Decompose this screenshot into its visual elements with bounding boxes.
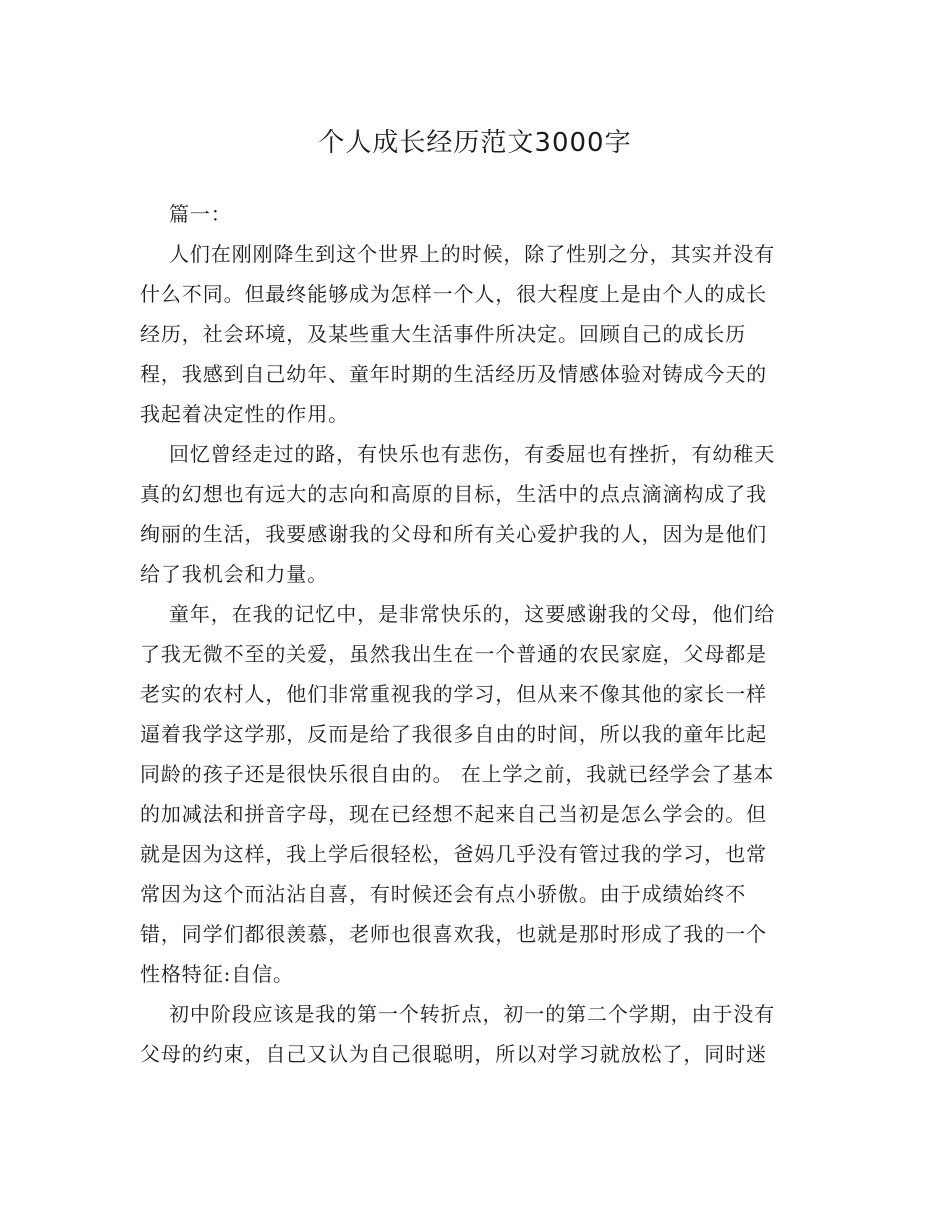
- text-line: 绚丽的生活，我要感谢我的父母和所有关心爱护我的人，因为是他们: [140, 522, 767, 546]
- text-line: 什么不同。但最终能够成为怎样一个人，很大程度上是由个人的成长: [140, 282, 767, 306]
- text-line: 经历，社会环境，及某些重大生活事件所决定。回顾自己的成长历: [140, 322, 747, 346]
- text-line: 篇一：: [169, 202, 232, 226]
- text-line: 性格特征:自信。: [140, 962, 294, 986]
- text-line: 程，我感到自己幼年、童年时期的生活经历及情感体验对铸成今天的: [140, 362, 767, 386]
- text-line: 老实的农村人，他们非常重视我的学习，但从来不像其他的家长一样: [140, 682, 767, 706]
- text-line: 常因为这个而沾沾自喜，有时候还会有点小骄傲。由于成绩始终不: [140, 882, 747, 906]
- text-line: 了我无微不至的关爱，虽然我出生在一个普通的农民家庭，父母都是: [140, 642, 767, 666]
- text-line: 人们在刚刚降生到这个世界上的时候，除了性别之分，其实并没有: [169, 242, 776, 266]
- document-title: 个人成长经历范文3000字: [318, 128, 632, 158]
- text-line: 同龄的孩子还是很快乐很自由的。 在上学之前，我就已经学会了基本: [140, 762, 775, 786]
- document-body: [140, 194, 808, 1074]
- text-line: 错，同学们都很羡慕，老师也很喜欢我，也就是那时形成了我的一个: [140, 922, 767, 946]
- text-line: 回忆曾经走过的路，有快乐也有悲伤，有委屈也有挫折，有幼稚天: [169, 442, 776, 466]
- text-line: 真的幻想也有远大的志向和高原的目标，生活中的点点滴滴构成了我: [140, 482, 767, 506]
- text-line: 童年，在我的记忆中，是非常快乐的，这要感谢我的父母，他们给: [169, 602, 776, 626]
- text-line: 父母的约束，自己又认为自己很聪明，所以对学习就放松了，同时迷: [140, 1042, 767, 1066]
- text-line: 的加减法和拼音字母，现在已经想不起来自己当初是怎么学会的。但: [140, 802, 767, 826]
- text-line: 初中阶段应该是我的第一个转折点，初一的第二个学期，由于没有: [169, 1002, 776, 1026]
- text-line: 给了我机会和力量。: [140, 562, 329, 586]
- text-line: 逼着我学这学那，反而是给了我很多自由的时间，所以我的童年比起: [140, 722, 767, 746]
- text-line: 我起着决定性的作用。: [140, 402, 349, 426]
- text-line: 就是因为这样，我上学后很轻松，爸妈几乎没有管过我的学习，也常: [140, 842, 767, 866]
